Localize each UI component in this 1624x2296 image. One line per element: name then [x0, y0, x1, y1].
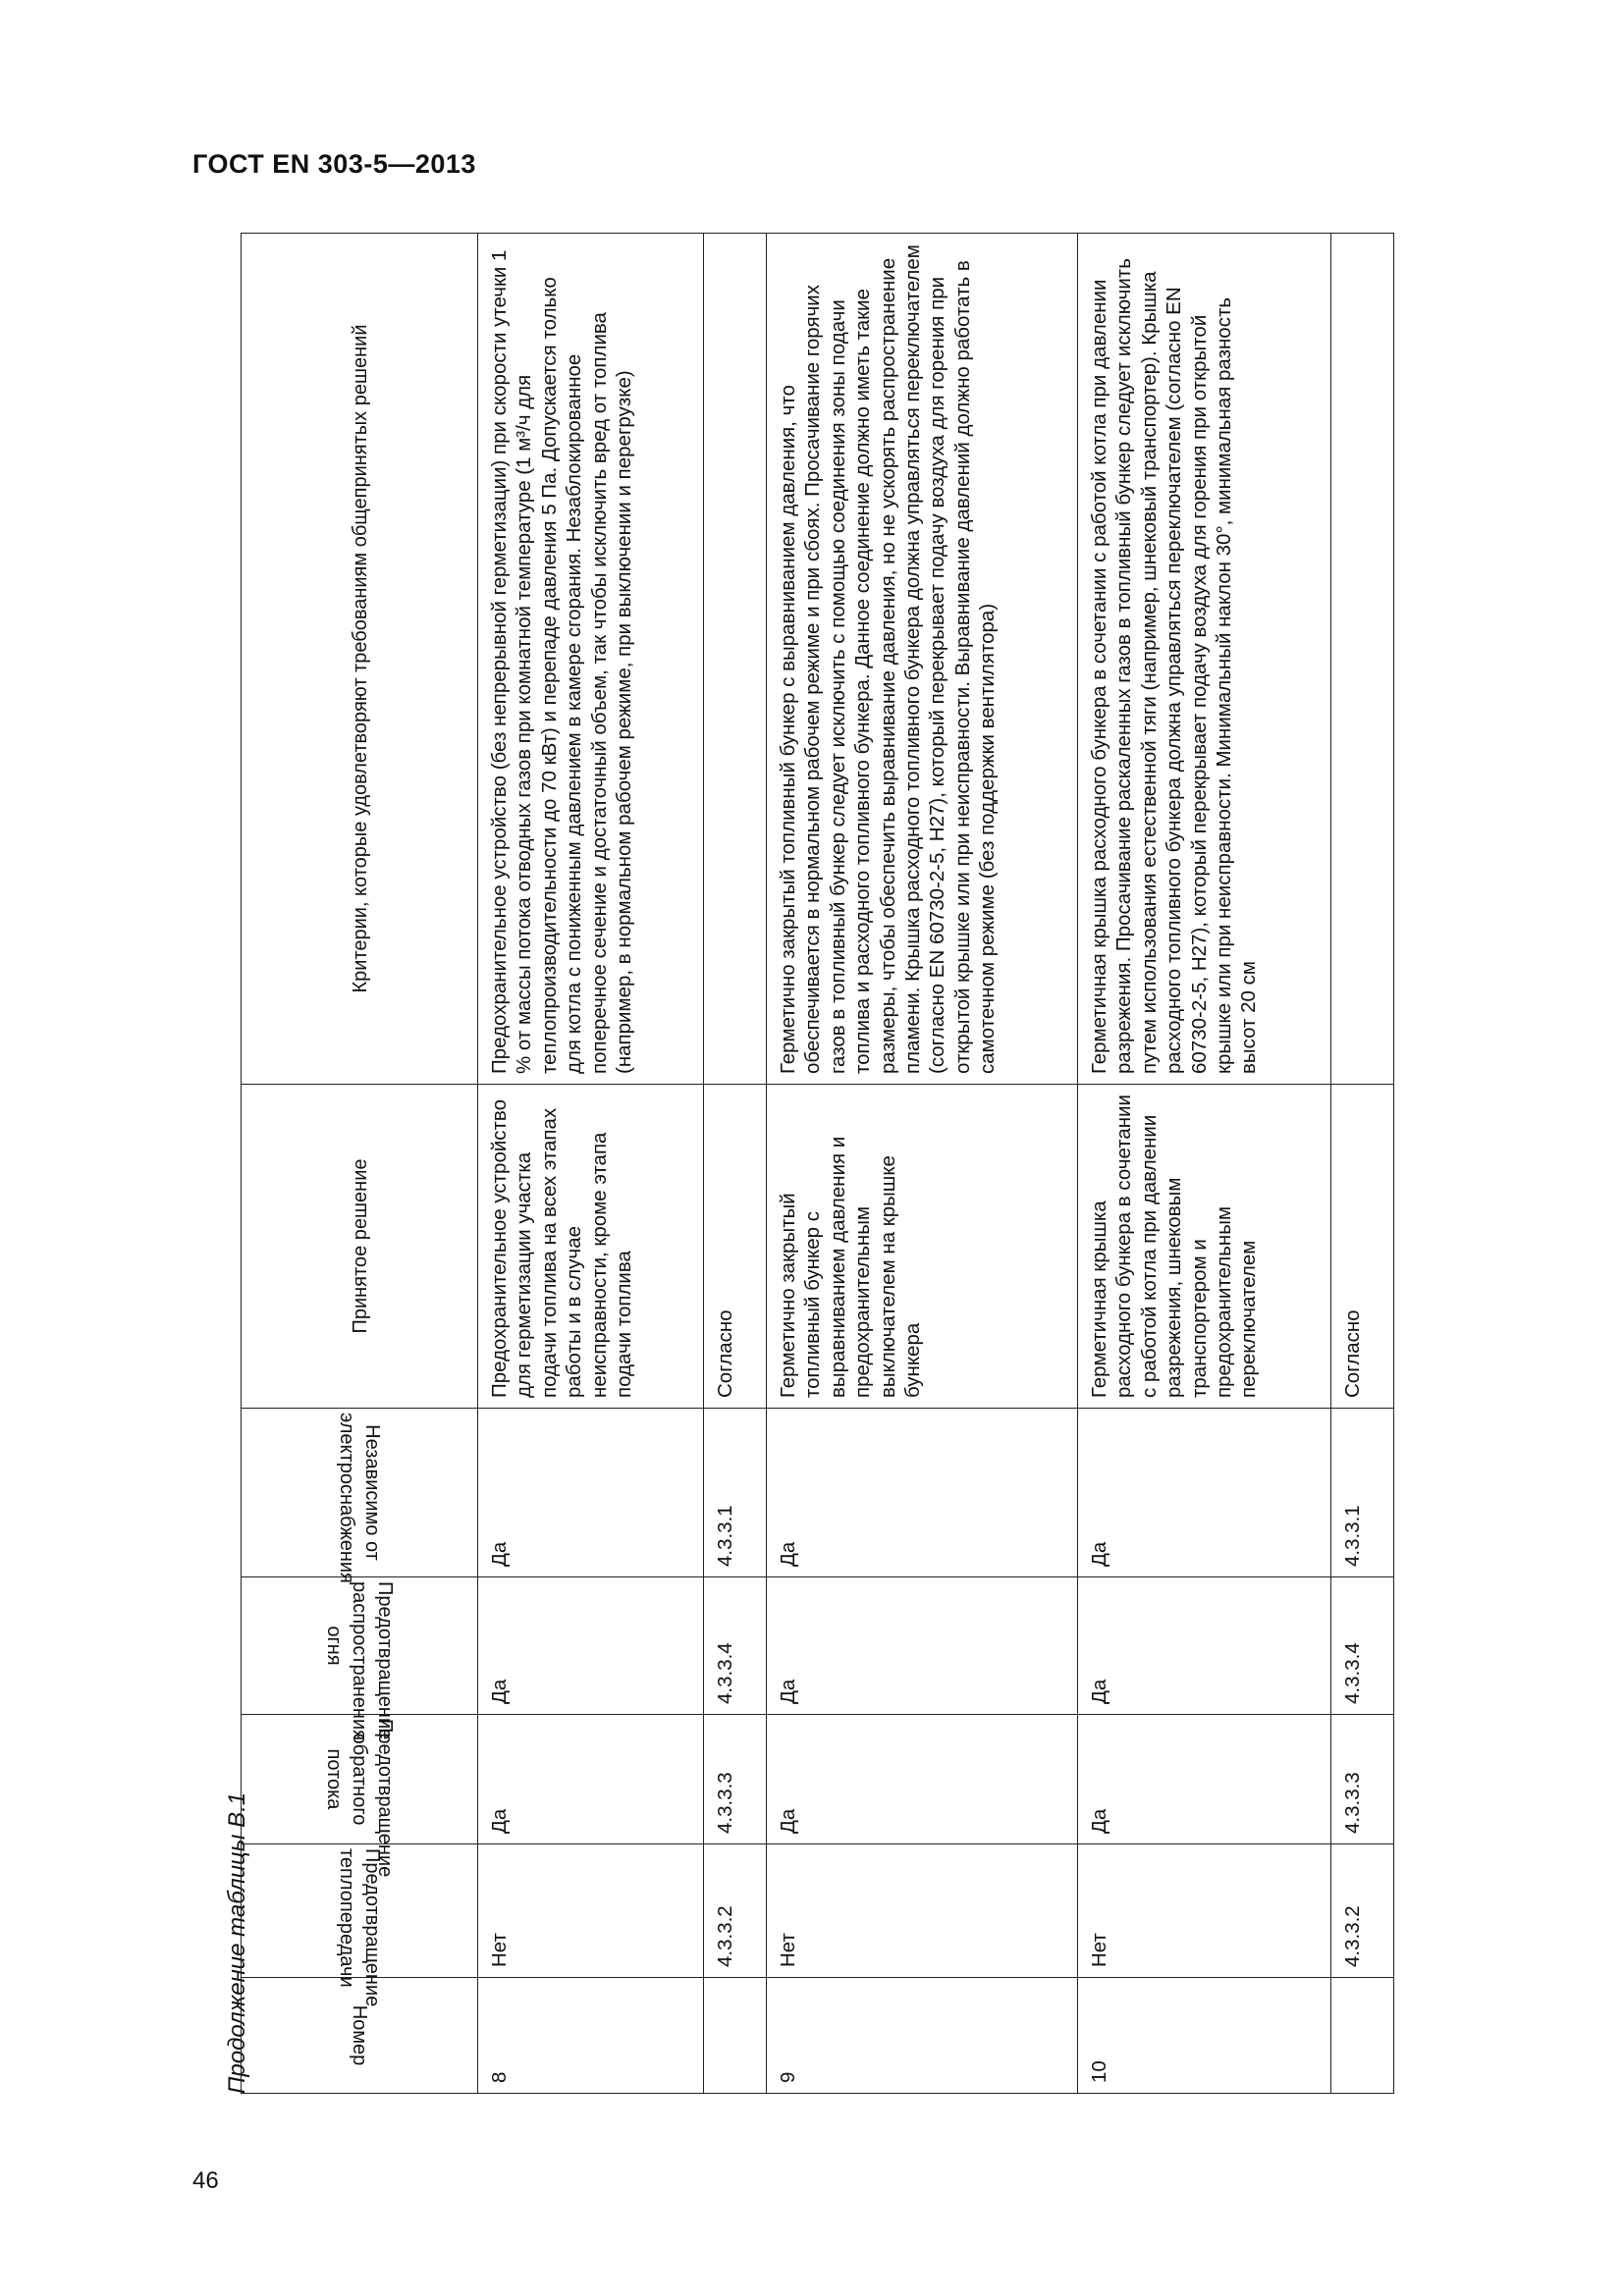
col-header-heat-transfer: Предотвращение теплопередачи [242, 1844, 478, 1978]
cell-backflow: 4.3.3.3 [1331, 1715, 1394, 1844]
cell-fire-spread: Да [478, 1577, 704, 1715]
col-header-criteria: Критерии, которые удовлетворяют требованиям общепринятых решений [242, 234, 478, 1085]
cell-heat-transfer: Нет [767, 1844, 1078, 1978]
cell-heat-transfer: Нет [1078, 1844, 1331, 1978]
table-row [478, 234, 704, 2094]
cell-backflow: Да [478, 1715, 704, 1844]
cell-number: 10 [1078, 1978, 1331, 2094]
cell-backflow: Да [767, 1715, 1078, 1844]
cell-criteria [704, 234, 767, 1085]
cell-power-independent: Да [478, 1409, 704, 1577]
cell-number: 9 [767, 1978, 1078, 2094]
cell-decision: Согласно [1331, 1085, 1394, 1409]
criteria-table [241, 233, 1394, 2094]
page-number: 46 [192, 2167, 219, 2194]
rotated-table-area [222, 234, 1453, 2094]
cell-decision: Герметично закрытый топливный бункер с выравниванием давления и предохранительным выключателем на крышке бункера [767, 1085, 1078, 1409]
col-header-decision: Принятое решение [242, 1085, 478, 1409]
cell-fire-spread: 4.3.3.4 [704, 1577, 767, 1715]
cell-power-independent: 4.3.3.1 [1331, 1409, 1394, 1577]
cell-number: 8 [478, 1978, 704, 2094]
cell-backflow: 4.3.3.3 [704, 1715, 767, 1844]
cell-fire-spread: 4.3.3.4 [1331, 1577, 1394, 1715]
cell-criteria: Герметичная крышка расходного бункера в сочетании с работой котла при давлении разрежения. Просачивание раскаленных газов в топливный бункер следует исключить путем использования естественной тяги (например, шнековый транспортер). Крышка расходного топливного бункера должна управляться переключателем (согласно EN 60730-2-5, H27), который перекрывает подачу воздуха для горения при открытой крышке или при неисправности. Минимальный наклон 30°, минимальная разность высот 20 см [1078, 234, 1331, 1085]
table-header-row [242, 234, 478, 2094]
table-row [1331, 234, 1394, 2094]
col-header-fire-spread: Предотвращение распространения огня [242, 1577, 478, 1715]
cell-power-independent: Да [1078, 1409, 1331, 1577]
cell-fire-spread: Да [767, 1577, 1078, 1715]
col-header-backflow: Предотвращение обратного потока [242, 1715, 478, 1844]
cell-power-independent: Да [767, 1409, 1078, 1577]
document-title: ГОСТ EN 303-5—2013 [192, 149, 476, 179]
cell-fire-spread: Да [1078, 1577, 1331, 1715]
col-header-power-independent: Независимо от электроснабжения [242, 1409, 478, 1577]
table-row [704, 234, 767, 2094]
col-header-number: Номер [242, 1978, 478, 2094]
cell-number [1331, 1978, 1394, 2094]
cell-criteria: Предохранительное устройство (без непрерывной герметизации) при скорости утечки 1 % от массы потока отводных газов при комнатной температуре (1 м³/ч для теплопроизводительности до 70 кВт) и перепаде давления 5 Па. Допускается только для котла с пониженным давлением в камере сгорания. Незаблокированное поперечное сечение и достаточный объем, так чтобы исключить вред от топлива (например, в нормальном рабочем режиме, при выключении и перегрузке) [478, 234, 704, 1085]
cell-power-independent: 4.3.3.1 [704, 1409, 767, 1577]
cell-criteria [1331, 234, 1394, 1085]
cell-heat-transfer: 4.3.3.2 [1331, 1844, 1394, 1978]
table-row [1078, 234, 1331, 2094]
cell-decision: Предохранительное устройство для герметизации участка подачи топлива на всех этапах работы и в случае неисправности, кроме этапа подачи топлива [478, 1085, 704, 1409]
cell-criteria: Герметично закрытый топливный бункер с выравниванием давления, что обеспечивается в нормальном рабочем режиме и при сбоях. Просачивание горячих газов в топливный бункер следует исключить с помощью соединения зоны подачи топлива и расходного топливного бункера. Данное соединение должно иметь такие размеры, чтобы обеспечить выравнивание давления, но не ускорять распространение пламени. Крышка расходного топливного бункера должна управляться переключателем (согласно EN 60730-2-5, H27), который перекрывает подачу воздуха для горения при открытой крышке или при неисправности. Выравнивание давлений должно работать в самотечном режиме (без поддержки вентилятора) [767, 234, 1078, 1085]
cell-heat-transfer: 4.3.3.2 [704, 1844, 767, 1978]
cell-heat-transfer: Нет [478, 1844, 704, 1978]
cell-decision: Герметичная крышка расходного бункера в сочетании с работой котла при давлении разрежения, шнековым транспортером и предохранительным переключателем [1078, 1085, 1331, 1409]
table-row [767, 234, 1078, 2094]
cell-backflow: Да [1078, 1715, 1331, 1844]
cell-decision: Согласно [704, 1085, 767, 1409]
table-caption: Продолжение таблицы В.1 [224, 1791, 250, 2094]
cell-number [704, 1978, 767, 2094]
